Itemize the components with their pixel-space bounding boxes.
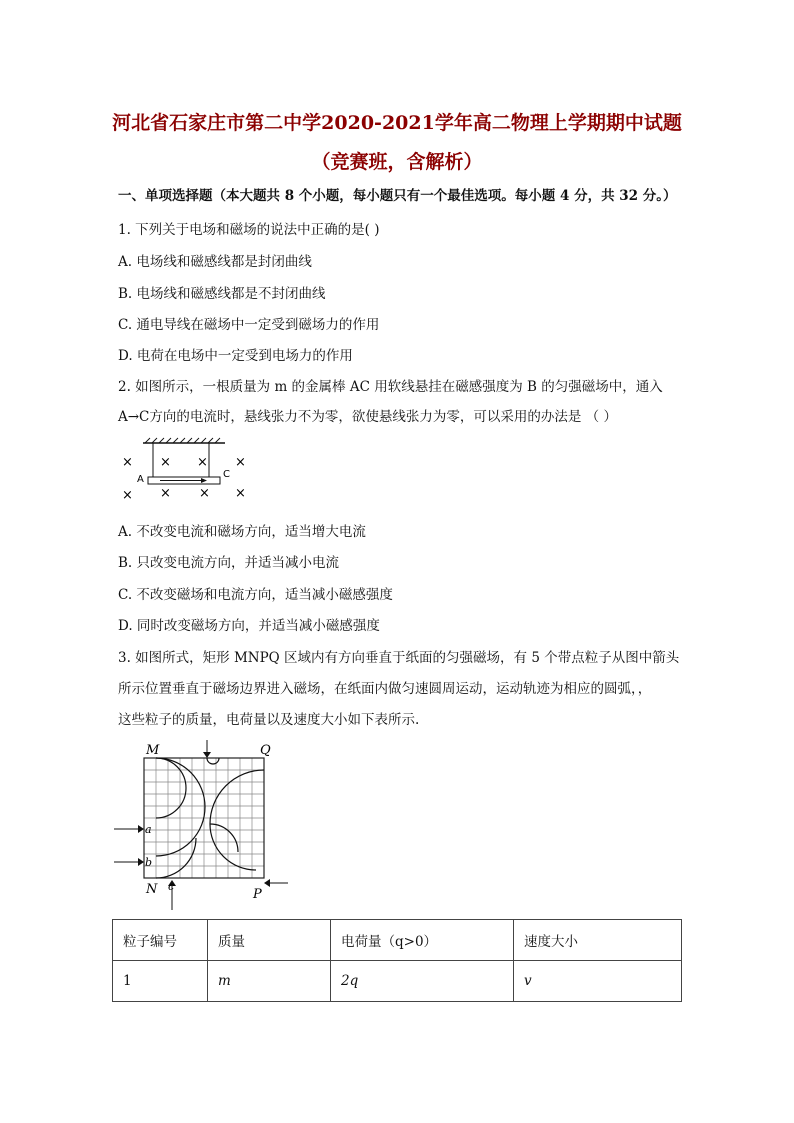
- page-title: 河北省石家庄市第二中学2020-2021学年高二物理上学期期中试题: [112, 112, 682, 134]
- table-header-cell: 质量: [208, 920, 331, 961]
- section-heading: 一、单项选择题（本大题共 8 个小题，每小题只有一个最佳选项。每小题 4 分，共 32 分。）: [118, 188, 677, 204]
- label-p: P: [253, 887, 262, 902]
- particle-table: [112, 919, 682, 1002]
- table-cell: 1: [113, 961, 208, 1002]
- q1-option-b: B. 电场线和磁感线都是不封闭曲线: [118, 286, 326, 302]
- table-cell: 2q: [331, 961, 514, 1002]
- q2-option-b: B. 只改变电流方向，并适当减小电流: [118, 555, 340, 571]
- question-3-stem-line2: 所示位置垂直于磁场边界进入磁场，在纸面内做匀速圆周运动，运动轨迹为相应的圆弧，，: [118, 681, 652, 697]
- table-row: [113, 961, 682, 1002]
- field-mark: ×: [122, 455, 133, 470]
- label-c: c: [168, 880, 175, 893]
- field-mark: ×: [235, 455, 246, 470]
- field-mark: ×: [199, 486, 210, 501]
- q2-option-d: D. 同时改变磁场方向，并适当减小磁感强度: [118, 618, 380, 634]
- table-header-cell: 粒子编号: [113, 920, 208, 961]
- question-2-stem-line1: 2. 如图所示，一根质量为 m 的金属棒 AC 用软线悬挂在磁感强度为 B 的匀强磁场中，通入: [118, 379, 663, 395]
- table-header-cell: 电荷量（q>0）: [331, 920, 514, 961]
- q2-label-a: A: [137, 474, 144, 485]
- field-mark: ×: [197, 455, 208, 470]
- q2-option-c: C. 不改变磁场和电流方向，适当减小磁感强度: [118, 587, 393, 603]
- field-mark: ×: [160, 455, 171, 470]
- question-3-stem-line1: 3. 如图所式，矩形 MNPQ 区域内有方向垂直于纸面的匀强磁场，有 5 个带点粒子从图中箭头: [118, 650, 680, 666]
- question-1-stem: 1. 下列关于电场和磁场的说法中正确的是( ): [118, 222, 380, 238]
- field-mark: ×: [160, 486, 171, 501]
- q1-option-a: A. 电场线和磁感线都是封闭曲线: [118, 254, 312, 270]
- question-3-stem-line3: 这些粒子的质量，电荷量以及速度大小如下表所示.: [118, 712, 420, 728]
- question-2-stem-line2: A→C方向的电流时，悬线张力不为零，欲使悬线张力为零，可以采用的办法是 （ ）: [118, 409, 617, 425]
- label-n: N: [146, 882, 158, 897]
- q3-figure: [110, 738, 300, 913]
- q2-figure: [115, 435, 260, 505]
- table-header-cell: 速度大小: [514, 920, 682, 961]
- table-cell: m: [208, 961, 331, 1002]
- table-cell: v: [514, 961, 682, 1002]
- q1-option-d: D. 电荷在电场中一定受到电场力的作用: [118, 348, 353, 364]
- label-a: a: [145, 823, 152, 836]
- q1-option-c: C. 通电导线在磁场中一定受到磁场力的作用: [118, 317, 380, 333]
- label-q: Q: [260, 743, 271, 758]
- field-mark: ×: [235, 486, 246, 501]
- label-m: M: [146, 743, 160, 758]
- q2-option-a: A. 不改变电流和磁场方向，适当增大电流: [118, 524, 366, 540]
- q2-label-c: C: [223, 469, 230, 480]
- table-header-row: [113, 920, 682, 961]
- label-b: b: [145, 856, 153, 869]
- field-mark: ×: [122, 488, 133, 503]
- page-subtitle: （竞赛班，含解析）: [311, 151, 483, 173]
